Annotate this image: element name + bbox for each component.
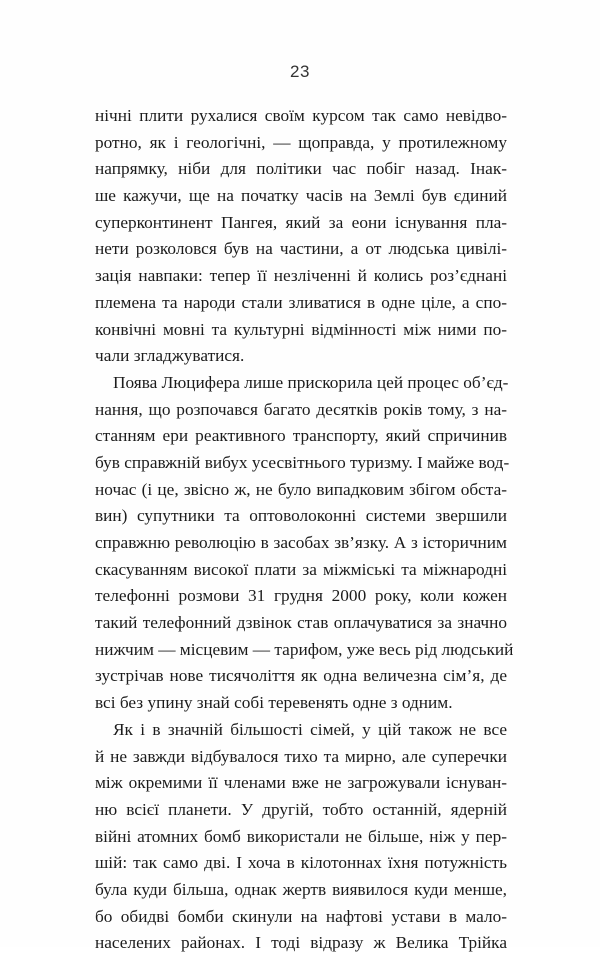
text-line: чали згладжуватися. <box>95 346 245 366</box>
text-line: конвічні мовні та культурні відмінності між ними по- <box>95 319 507 339</box>
text-line: Як і в значній більшості сімей, у цій також не все <box>113 719 507 739</box>
text-line: напрямку, ніби для політики час побіг назад. Інак- <box>95 159 507 179</box>
text-line: бо обидві бомби скинули на нафтові устави в мало- <box>95 906 507 926</box>
text-line: суперконтинент Пангея, який за еони існування пла- <box>95 212 507 232</box>
text-line: шій: так само дві. І хоча в кілотоннах їхня потужність <box>95 853 507 873</box>
text-line: нети розколовся був на частини, а от людська цивілі- <box>95 239 507 259</box>
paragraph <box>95 370 514 717</box>
text-line: між окремими її членами вже не загрожували існуван- <box>95 773 507 793</box>
text-line: ню всієї планети. У другій, тобто останній, ядерній <box>95 799 507 819</box>
text-line: всі без упину знай собі теревенять одне з одним. <box>95 693 453 713</box>
text-line: вин) супутники та оптоволоконні системи звершили <box>95 506 507 526</box>
text-line: була куди більша, однак жертв виявилося куди менше, <box>95 879 507 899</box>
text-line: справжню революцію в засобах зв’язку. А з історичним <box>95 533 507 552</box>
text-line: ротно, як і геологічні, — щоправда, у протилежному <box>95 132 507 152</box>
text-line: ночас (і це, звісно ж, не було випадковим збігом обста- <box>95 479 507 499</box>
text-line: й не завжди відбувалося тихо та мирно, але суперечки <box>95 746 507 766</box>
text-line: телефонні розмови 31 грудня 2000 року, коли кожен <box>95 586 507 606</box>
text-line: Поява Люцифера лише прискорила цей процес об’єд- <box>113 372 509 392</box>
paragraph <box>95 103 507 370</box>
text-line: нання, що розпочався багато десятків років тому, з на- <box>95 399 507 419</box>
text-line: нічні плити рухалися своїм курсом так само невідво- <box>95 106 507 125</box>
text-line: населених районах. І тоді відразу ж Велика Трійка <box>95 933 507 953</box>
text-line: зустрічав нове тисячоліття як одна величезна сім’я, де <box>95 666 507 686</box>
text-line: такий телефонний дзвінок став оплачуватися за значно <box>95 613 507 633</box>
text-line: був справжній вибух усесвітнього туризму. І майже вод- <box>95 452 510 472</box>
text-line: станням ери реактивного транспорту, який спричинив <box>95 426 507 446</box>
text-line: нижчим — місцевим — тарифом, уже весь рід людський <box>95 639 514 659</box>
body-text <box>95 103 514 957</box>
text-line: зація навпаки: тепер її незліченні й колись роз’єднані <box>95 266 507 286</box>
paragraph <box>95 717 507 957</box>
text-line: скасуванням високої плати за міжміські та міжнародні <box>95 559 507 579</box>
page-number: 23 <box>290 62 310 81</box>
text-line: ше кажучи, ще на початку часів на Землі був єдиний <box>95 186 507 206</box>
text-line: племена та народи стали зливатися в одне ціле, а спо- <box>95 292 507 312</box>
text-line: війні атомних бомб використали не більше, ніж у пер- <box>95 826 507 846</box>
